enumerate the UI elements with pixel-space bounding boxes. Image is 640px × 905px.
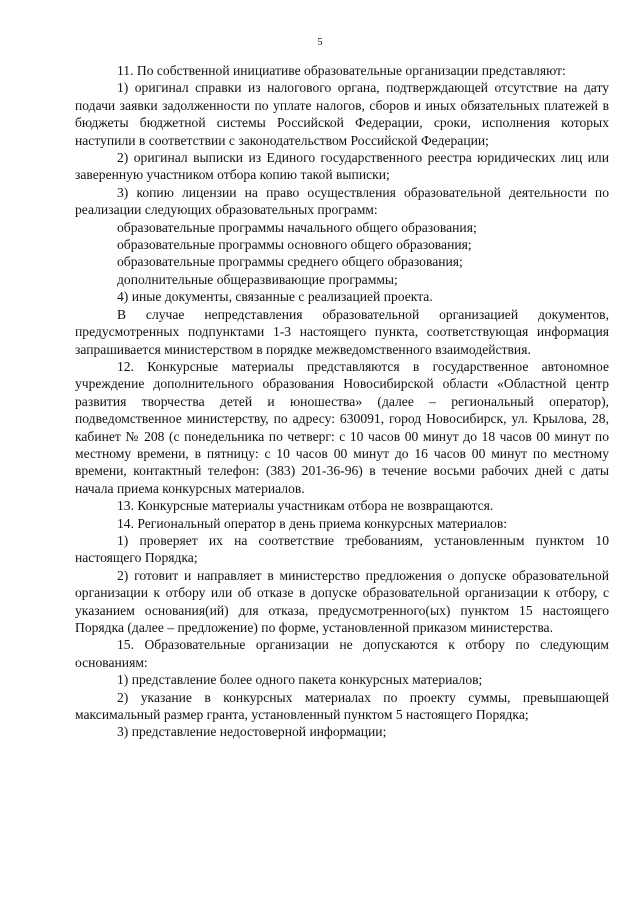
paragraph-11-intro: 11. По собственной инициативе образовательные организации представляют: xyxy=(117,63,566,78)
document-body xyxy=(75,62,609,741)
paragraph-15-item-2: 2) указание в конкурсных материалах по проекту суммы, превышающей максимальный размер гранта, установленный пунктом 5 настоящего Порядка; xyxy=(75,689,609,723)
program-item-secondary: образовательные программы среднего общего образования; xyxy=(117,254,463,270)
paragraph-14-item-1: 1) проверяет их на соответствие требованиям, установленным пунктом 10 настоящего Порядка; xyxy=(75,532,609,566)
paragraph-14-item-2: 2) готовит и направляет в министерство предложения о допуске образовательной организации к отбору или об отказе в допуске образовательной организации к отбору, с указанием основания(ий) для отказа, предусмотренного(ых) пунктом 15 настоящего Порядка (далее – предложение) по форме, установленной приказом министерства. xyxy=(75,567,609,635)
paragraph-12: 12. Конкурсные материалы представляются в государственное автономное учреждение дополнительного образования Новосибирской области «Областной центр развития творчества детей и юношества» (далее – региональный оператор), подведомственное министерству, по адресу: 630091, город Новосибирск, ул. Крылова, 28, кабинет № 208 (с понедельника по четверг: с 10 часов 00 минут до 18 часов 00 минут по местному времени, в пятницу: с 10 часов 00 минут до 16 часов 00 минут по местному времени, контактный телефон: (383) 201-36-96) в течение восьми рабочих дней с даты начала приема конкурсных материалов. xyxy=(75,358,609,496)
paragraph-13: 13. Конкурсные материалы участникам отбора не возвращаются. xyxy=(117,498,494,514)
paragraph-15-item-1: 1) представление более одного пакета конкурсных материалов; xyxy=(117,672,483,688)
paragraph-11-item-1: 1) оригинал справки из налогового органа, подтверждающей отсутствие на дату подачи заявки задолженности по уплате налогов, сборов и иных обязательных платежей в бюджеты бюджетной системы Российской Федерации, сроки, исполнения которых наступили в соответствии с законодательством Российской Федерации; xyxy=(75,80,609,148)
program-item-basic: образовательные программы основного общего образования; xyxy=(117,237,472,253)
paragraph-15-intro: 15. Образовательные организации не допускаются к отбору по следующим основаниям: xyxy=(75,637,609,670)
paragraph-11-item-4: 4) иные документы, связанные с реализацией проекта. xyxy=(117,289,433,305)
page-number: 5 xyxy=(317,37,323,48)
paragraph-11-item-3: 3) копию лицензии на право осуществления образовательной деятельности по реализации следующих образовательных программ: xyxy=(75,184,609,218)
program-item-primary: образовательные программы начального общего образования; xyxy=(117,219,477,235)
paragraph-11-note: В случае непредставления образовательной организацией документов, предусмотренных подпунктами 1-3 настоящего пункта, соответствующая информация запрашивается министерством в порядке межведомственного взаимодействия. xyxy=(75,306,609,357)
paragraph-11-item-2: 2) оригинал выписки из Единого государственного реестра юридических лиц или заверенную участником отбора копию такой выписки; xyxy=(75,150,609,183)
program-item-additional: дополнительные общеразвивающие программы; xyxy=(117,271,398,287)
paragraph-15-item-3: 3) представление недостоверной информации; xyxy=(117,724,387,740)
paragraph-14-intro: 14. Региональный оператор в день приема конкурсных материалов: xyxy=(117,515,508,531)
